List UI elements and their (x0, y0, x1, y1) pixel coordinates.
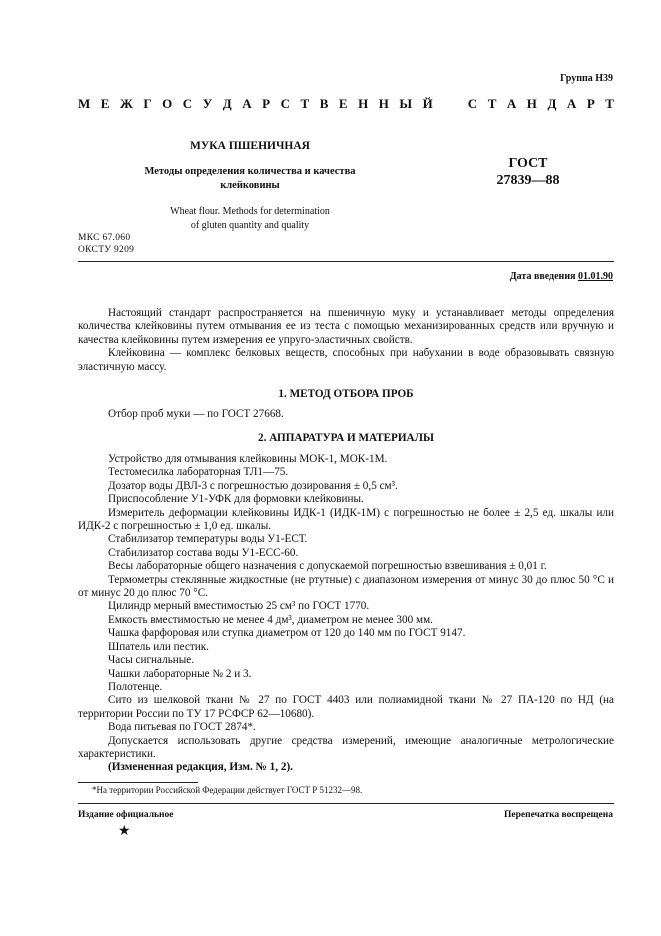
banner-letter: Е (338, 96, 348, 111)
banner-letter: Ж (119, 96, 133, 111)
banner-letter: Д (547, 96, 557, 111)
date-value: 01.01.90 (578, 271, 613, 282)
apparatus-item: Измеритель деформации клейковины ИДК-1 (ИДК-1М) с погрешностью не более ± 2,5 ед. шкалы или ИДК-2 с погрешностью ± 1,0 ед. шкалы. (78, 506, 614, 533)
apparatus-item: Шпатель или пестик. (108, 640, 209, 653)
section-2-title: 2. АППАРАТУРА И МАТЕРИАЛЫ (258, 432, 434, 444)
apparatus-item: Приспособление У1-УФК для формовки клейковины. (108, 493, 364, 506)
english-title (0, 205, 500, 233)
header-divider (78, 261, 614, 262)
banner-letter: В (319, 96, 329, 111)
classification-codes (78, 232, 134, 256)
apparatus-item: Стабилизатор температуры воды У1-ЕСТ. (108, 533, 308, 546)
banner-letter: Е (100, 96, 110, 111)
banner-letter: Н (358, 96, 369, 111)
apparatus-item: Полотенце. (108, 680, 163, 693)
banner-letter: А (506, 96, 517, 111)
revision-note: (Измененная редакция, Изм. № 1, 2). (108, 761, 293, 774)
okstu-code: ОКСТУ 9209 (78, 245, 135, 255)
gost-code: 27839—88 (496, 173, 560, 188)
banner-letter: А (566, 96, 577, 111)
apparatus-item: Дозатор воды ДВЛ-3 с погрешностью дозирования ± 0,5 см³. (108, 479, 398, 492)
apparatus-item: Вода питьевая по ГОСТ 2874*. (108, 721, 256, 734)
reprint-prohibited-label: Перепечатка воспрещена (503, 810, 613, 820)
mks-code: МКС 67.060 (78, 233, 131, 243)
banner-letter: Н (526, 96, 537, 111)
intro-text (78, 307, 614, 374)
subtitle-line-1: Методы определения количества и качества (144, 166, 356, 177)
banner-letter: Г (143, 96, 152, 111)
intro-paragraph-1: Настоящий стандарт распространяется на пшеничную муку и устанавливает методы определения количества клейковины путем отмывания ее из теста с помощью механизированных средств или вручную и качества клейковины путем измерения ее упруго-эластичных свойств. (78, 307, 614, 346)
banner-letter: Т (605, 96, 614, 111)
apparatus-item: Часы сигнальные. (108, 654, 195, 667)
star-icon: ★ (118, 824, 131, 839)
english-title-line-1: Wheat flour. Methods for determination (170, 206, 330, 217)
banner-letter: Р (262, 96, 271, 111)
banner-letter: Й (422, 96, 433, 111)
introduction-date (510, 271, 613, 282)
banner-letter: Т (487, 96, 497, 111)
document-title: МУКА ПШЕНИЧНАЯ (190, 140, 310, 152)
banner-letter: С (467, 96, 478, 111)
standard-banner (78, 96, 614, 112)
document-subtitle (0, 165, 500, 193)
gost-number (478, 155, 578, 189)
section-1-text (78, 408, 614, 421)
footnote-divider (78, 782, 198, 783)
date-label: Дата введения (509, 271, 576, 282)
apparatus-item: Устройство для отмывания клейковины МОК-1, МОК-1М. (108, 453, 388, 465)
banner-letter: С (280, 96, 290, 111)
apparatus-item: Весы лабораторные общего назначения с допускаемой погрешностью взвешивания ± 0,01 г. (108, 560, 547, 573)
banner-letter: Р (586, 96, 595, 111)
banner-letter: М (78, 96, 91, 111)
apparatus-item: Чашки лабораторные № 2 и 3. (108, 667, 252, 680)
apparatus-item: Термометры стеклянные жидкостные (не ртутные) с диапазоном измерения от минус 30 до плюс 50 °С и от минус 20 до плюс 70 °С. (78, 573, 614, 600)
apparatus-item: Цилиндр мерный вместимостью 25 см³ по ГОСТ 1770. (108, 600, 370, 613)
section-1-paragraph: Отбор проб муки — по ГОСТ 27668. (108, 408, 284, 420)
gost-label: ГОСТ (508, 156, 548, 171)
banner-letter: У (202, 96, 213, 111)
section-2-list (78, 453, 614, 775)
banner-letter: О (162, 96, 173, 111)
banner-letter: А (242, 96, 252, 111)
edition-label: Издание официальное (78, 810, 174, 820)
apparatus-item: Сито из шелковой ткани № 27 по ГОСТ 4403 или полиамидной ткани № 27 ПА-120 по НД (на территории России по ТУ 17 РСФСР 62—10680). (78, 694, 614, 720)
banner-letter (443, 96, 457, 112)
section-1-title: 1. МЕТОД ОТБОРА ПРОБ (278, 388, 414, 400)
banner-letter: Ы (399, 96, 413, 111)
apparatus-item: Тестомесилка лабораторная ТЛ1—75. (108, 466, 289, 479)
banner-letter: Т (300, 96, 310, 111)
apparatus-item: Стабилизатор состава воды У1-ЕСС-60. (108, 546, 299, 559)
banner-letter: Н (378, 96, 389, 111)
banner-letter: Д (222, 96, 232, 111)
subtitle-line-2: клейковины (220, 180, 280, 191)
apparatus-item: Чашка фарфоровая или ступка диаметром от 120 до 140 мм по ГОСТ 9147. (108, 627, 466, 640)
apparatus-item: Допускается использовать другие средства измерений, имеющие аналогичные метрологические характеристики. (78, 734, 614, 760)
footer-divider (78, 803, 614, 804)
english-title-line-2: of gluten quantity and quality (190, 220, 310, 231)
footnote: *На территории Российской Федерации действует ГОСТ Р 51232—98. (92, 785, 363, 795)
banner-letter: С (182, 96, 193, 111)
apparatus-item: Емкость вместимостью не менее 4 дм³, диаметром не менее 300 мм. (108, 613, 433, 626)
group-label: Группа Н39 (560, 73, 613, 84)
intro-paragraph-2: Клейковина — комплекс белковых веществ, способных при набухании в воде образовывать связную эластичную массу. (78, 347, 614, 373)
